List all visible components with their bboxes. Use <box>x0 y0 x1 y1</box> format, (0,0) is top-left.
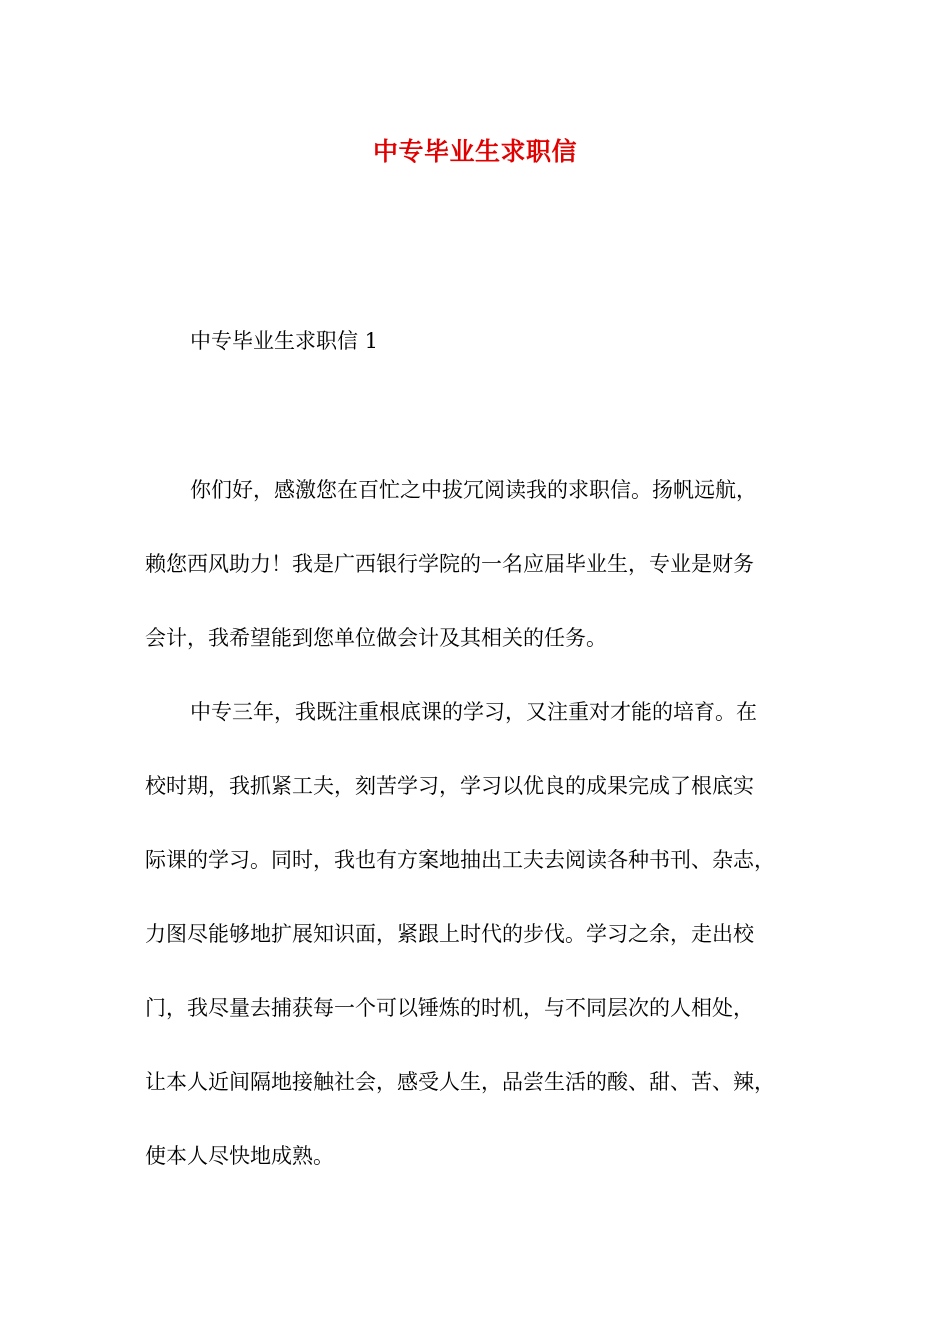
text-line: 校时期，我抓紧工夫，刻苦学习，学习以优良的成果完成了根底实 <box>145 774 754 798</box>
text-line: 使本人尽快地成熟。 <box>145 1144 334 1168</box>
text-line: 际课的学习。同时，我也有方案地抽出工夫去阅读各种书刊、杂志， <box>145 848 775 872</box>
text-line: 赖您西风助力！我是广西银行学院的一名应届毕业生，专业是财务 <box>145 552 754 576</box>
text-line: 门，我尽量去捕获每一个可以锤炼的时机，与不同层次的人相处， <box>145 996 754 1020</box>
text-line: 力图尽能够地扩展知识面，紧跟上时代的步伐。学习之余，走出校 <box>145 922 754 946</box>
text-line: 让本人近间隔地接触社会，感受人生，品尝生活的酸、甜、苦、辣， <box>145 1070 775 1094</box>
document-title: 中专毕业生求职信 <box>372 137 577 166</box>
text-line: 中专三年，我既注重根底课的学习，又注重对才能的培育。在 <box>190 700 757 724</box>
text-line: 会计，我希望能到您单位做会计及其相关的任务。 <box>145 626 607 650</box>
text-line: 你们好，感激您在百忙之中拔冗阅读我的求职信。扬帆远航， <box>190 478 757 502</box>
section-heading: 中专毕业生求职信 1 <box>190 329 379 353</box>
